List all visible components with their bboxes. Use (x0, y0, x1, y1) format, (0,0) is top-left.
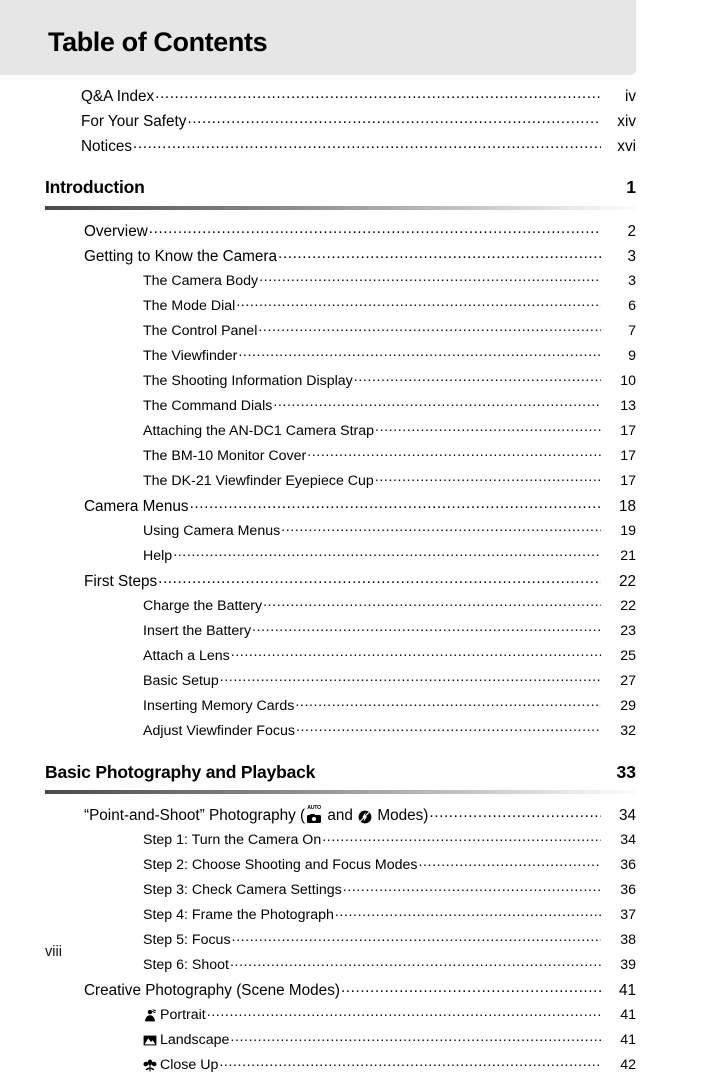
toc-section-header[interactable] (0, 179, 706, 197)
toc-entry-page-number: 37 (602, 908, 636, 922)
toc-entry-label: Overview (84, 224, 148, 239)
toc-entry[interactable] (0, 111, 706, 136)
toc-entry-page-number: 7 (602, 324, 636, 338)
toc-entry-label: First Steps (84, 574, 157, 589)
toc-entry-label: Step 4: Frame the Photograph (143, 908, 334, 922)
toc-entry-label: Step 6: Shoot (143, 958, 229, 972)
toc-leader-dots (190, 496, 601, 511)
toc-entry-page-number: xvi (602, 139, 636, 154)
toc-entry[interactable] (0, 721, 706, 746)
toc-entry-label: Close Up (143, 1058, 218, 1072)
toc-entry-page-number: xiv (602, 114, 636, 129)
toc-entry[interactable] (0, 855, 706, 880)
toc-leader-dots (278, 246, 601, 261)
toc-entry-label: Attaching the AN-DC1 Camera Strap (143, 424, 374, 438)
toc-leader-dots (429, 805, 601, 820)
toc-page-body (0, 75, 706, 1080)
toc-entry[interactable] (0, 1055, 706, 1080)
toc-leader-dots (343, 880, 601, 894)
toc-entry-label: Landscape (143, 1033, 229, 1047)
toc-entry-page-number: 22 (602, 599, 636, 613)
toc-entry-page-number: 27 (602, 674, 636, 688)
toc-section-entries (0, 210, 706, 746)
toc-entry[interactable] (0, 1030, 706, 1055)
toc-entry-label: Q&A Index (81, 89, 154, 104)
toc-entry[interactable] (0, 930, 706, 955)
toc-entry-page-number: 18 (602, 499, 636, 514)
toc-entry[interactable] (0, 955, 706, 980)
toc-entry[interactable] (0, 830, 706, 855)
toc-entry-page-number: 23 (602, 624, 636, 638)
toc-entry-page-number: 22 (602, 574, 636, 589)
toc-entry-page-number: 3 (602, 274, 636, 288)
toc-leader-dots (133, 136, 601, 151)
toc-leader-dots (258, 321, 601, 335)
toc-entry[interactable] (0, 521, 706, 546)
toc-entry-page-number: 38 (602, 933, 636, 947)
toc-section (0, 179, 706, 746)
toc-entry-label: The Control Panel (143, 324, 257, 338)
flash-off-icon (358, 810, 372, 824)
toc-entry-page-number: 34 (602, 833, 636, 847)
toc-entry[interactable] (0, 1005, 706, 1030)
toc-entry-label: Basic Setup (143, 674, 219, 688)
toc-section-title: Introduction (45, 179, 145, 197)
toc-leader-dots (418, 855, 601, 869)
page-title: Table of Contents (48, 29, 267, 56)
toc-leader-dots (281, 521, 601, 535)
section-list (0, 179, 706, 1080)
toc-entry-page-number: 17 (602, 474, 636, 488)
toc-leader-dots (207, 1005, 601, 1019)
toc-leader-dots (230, 955, 601, 969)
toc-leader-dots (375, 421, 601, 435)
toc-entry-page-number: 34 (602, 808, 636, 823)
toc-entry-label: Charge the Battery (143, 599, 262, 613)
toc-entry[interactable] (0, 880, 706, 905)
toc-leader-dots (187, 111, 601, 126)
toc-leader-dots (220, 671, 601, 685)
toc-leader-dots (232, 930, 601, 944)
toc-leader-dots (295, 696, 601, 710)
toc-entry-label: Step 5: Focus (143, 933, 231, 947)
toc-leader-dots (236, 296, 601, 310)
toc-leader-dots (273, 396, 601, 410)
toc-entry-page-number: 6 (602, 299, 636, 313)
toc-entry-label: The Camera Body (143, 274, 258, 288)
toc-section-entries (0, 794, 706, 1080)
toc-entry[interactable] (0, 246, 706, 271)
toc-entry[interactable] (0, 571, 706, 596)
toc-section-page-number: 1 (602, 179, 636, 197)
toc-entry-label: Step 1: Turn the Camera On (143, 833, 321, 847)
toc-entry-page-number: 19 (602, 524, 636, 538)
footer-page-number: viii (45, 945, 62, 960)
toc-entry-page-number: 36 (602, 858, 636, 872)
toc-section-page-number: 33 (602, 764, 636, 782)
toc-entry[interactable] (0, 86, 706, 111)
toc-entry[interactable] (0, 905, 706, 930)
toc-entry[interactable] (0, 296, 706, 321)
toc-entry-label: Using Camera Menus (143, 524, 280, 538)
toc-entry[interactable] (0, 546, 706, 571)
toc-leader-dots (230, 1030, 601, 1044)
toc-leader-dots (173, 546, 601, 560)
toc-entry-page-number: iv (602, 89, 636, 104)
toc-entry-label: Insert the Battery (143, 624, 251, 638)
toc-entry-label: Creative Photography (Scene Modes) (84, 983, 340, 998)
toc-entry[interactable] (0, 471, 706, 496)
toc-entry[interactable] (0, 271, 706, 296)
toc-leader-dots (155, 86, 601, 101)
toc-entry-label: Step 3: Check Camera Settings (143, 883, 342, 897)
frontmatter-list (0, 75, 706, 161)
toc-entry-page-number: 3 (602, 249, 636, 264)
toc-entry[interactable] (0, 346, 706, 371)
toc-leader-dots (158, 571, 601, 586)
toc-leader-dots (219, 1055, 601, 1069)
toc-leader-dots (238, 346, 601, 360)
toc-entry-label: The Viewfinder (143, 349, 237, 363)
toc-leader-dots (263, 596, 601, 610)
toc-entry[interactable] (0, 371, 706, 396)
toc-entry-page-number: 21 (602, 549, 636, 563)
toc-leader-dots (259, 271, 601, 285)
page-header-band (0, 0, 636, 75)
toc-leader-dots (231, 646, 601, 660)
toc-entry-page-number: 2 (602, 224, 636, 239)
toc-leader-dots (335, 905, 601, 919)
toc-entry-page-number: 17 (602, 424, 636, 438)
toc-entry[interactable] (0, 496, 706, 521)
auto-camera-icon: AUTO (306, 809, 322, 823)
toc-entry[interactable] (0, 696, 706, 721)
toc-entry-page-number: 29 (602, 699, 636, 713)
toc-entry-page-number: 10 (602, 374, 636, 388)
toc-entry-label: Inserting Memory Cards (143, 699, 294, 713)
toc-entry-label: Attach a Lens (143, 649, 230, 663)
toc-entry-label: Help (143, 549, 172, 563)
toc-entry-label: The Command Dials (143, 399, 272, 413)
toc-entry[interactable] (0, 621, 706, 646)
portrait-mode-icon (143, 1009, 157, 1022)
toc-entry[interactable] (0, 221, 706, 246)
toc-entry-page-number: 39 (602, 958, 636, 972)
toc-section-title: Basic Photography and Playback (45, 764, 315, 782)
toc-entry[interactable] (0, 671, 706, 696)
toc-entry-label: Notices (81, 139, 132, 154)
toc-entry-label: The Mode Dial (143, 299, 235, 313)
toc-leader-dots (322, 830, 601, 844)
toc-entry-label: For Your Safety (81, 114, 186, 129)
toc-entry-label: Portrait (143, 1008, 206, 1022)
toc-entry-page-number: 41 (602, 1033, 636, 1047)
toc-leader-dots (354, 371, 601, 385)
toc-entry[interactable] (0, 136, 706, 161)
toc-entry[interactable] (0, 321, 706, 346)
toc-entry-page-number: 32 (602, 724, 636, 738)
toc-entry-label: The DK-21 Viewfinder Eyepiece Cup (143, 474, 374, 488)
toc-leader-dots (307, 446, 601, 460)
toc-entry-label: Step 2: Choose Shooting and Focus Modes (143, 858, 417, 872)
toc-entry[interactable] (0, 980, 706, 1005)
closeup-mode-icon (143, 1059, 157, 1072)
toc-entry-page-number: 17 (602, 449, 636, 463)
toc-entry-label: Getting to Know the Camera (84, 249, 277, 264)
toc-leader-dots (375, 471, 601, 485)
toc-entry-page-number: 36 (602, 883, 636, 897)
toc-leader-dots (341, 980, 601, 995)
toc-entry-label: The BM-10 Monitor Cover (143, 449, 306, 463)
toc-leader-dots (149, 221, 601, 236)
toc-entry-label: Camera Menus (84, 499, 189, 514)
toc-entry-page-number: 41 (602, 983, 636, 998)
toc-entry-page-number: 41 (602, 1008, 636, 1022)
toc-entry-label: “Point-and-Shoot” Photography ( AUTO and Modes) (84, 808, 428, 823)
toc-entry-page-number: 42 (602, 1058, 636, 1072)
toc-entry[interactable] (0, 446, 706, 471)
toc-leader-dots (296, 721, 601, 735)
landscape-mode-icon (143, 1034, 157, 1047)
toc-entry-page-number: 13 (602, 399, 636, 413)
toc-entry[interactable] (0, 421, 706, 446)
toc-entry[interactable] (0, 646, 706, 671)
toc-entry[interactable] (0, 396, 706, 421)
toc-section-header[interactable] (0, 764, 706, 782)
toc-entry[interactable] (0, 596, 706, 621)
toc-entry[interactable] (0, 805, 706, 830)
toc-entry-page-number: 25 (602, 649, 636, 663)
toc-entry-label: The Shooting Information Display (143, 374, 353, 388)
toc-entry-label: Adjust Viewfinder Focus (143, 724, 295, 738)
toc-entry-page-number: 9 (602, 349, 636, 363)
toc-leader-dots (252, 621, 601, 635)
toc-section (0, 764, 706, 1080)
